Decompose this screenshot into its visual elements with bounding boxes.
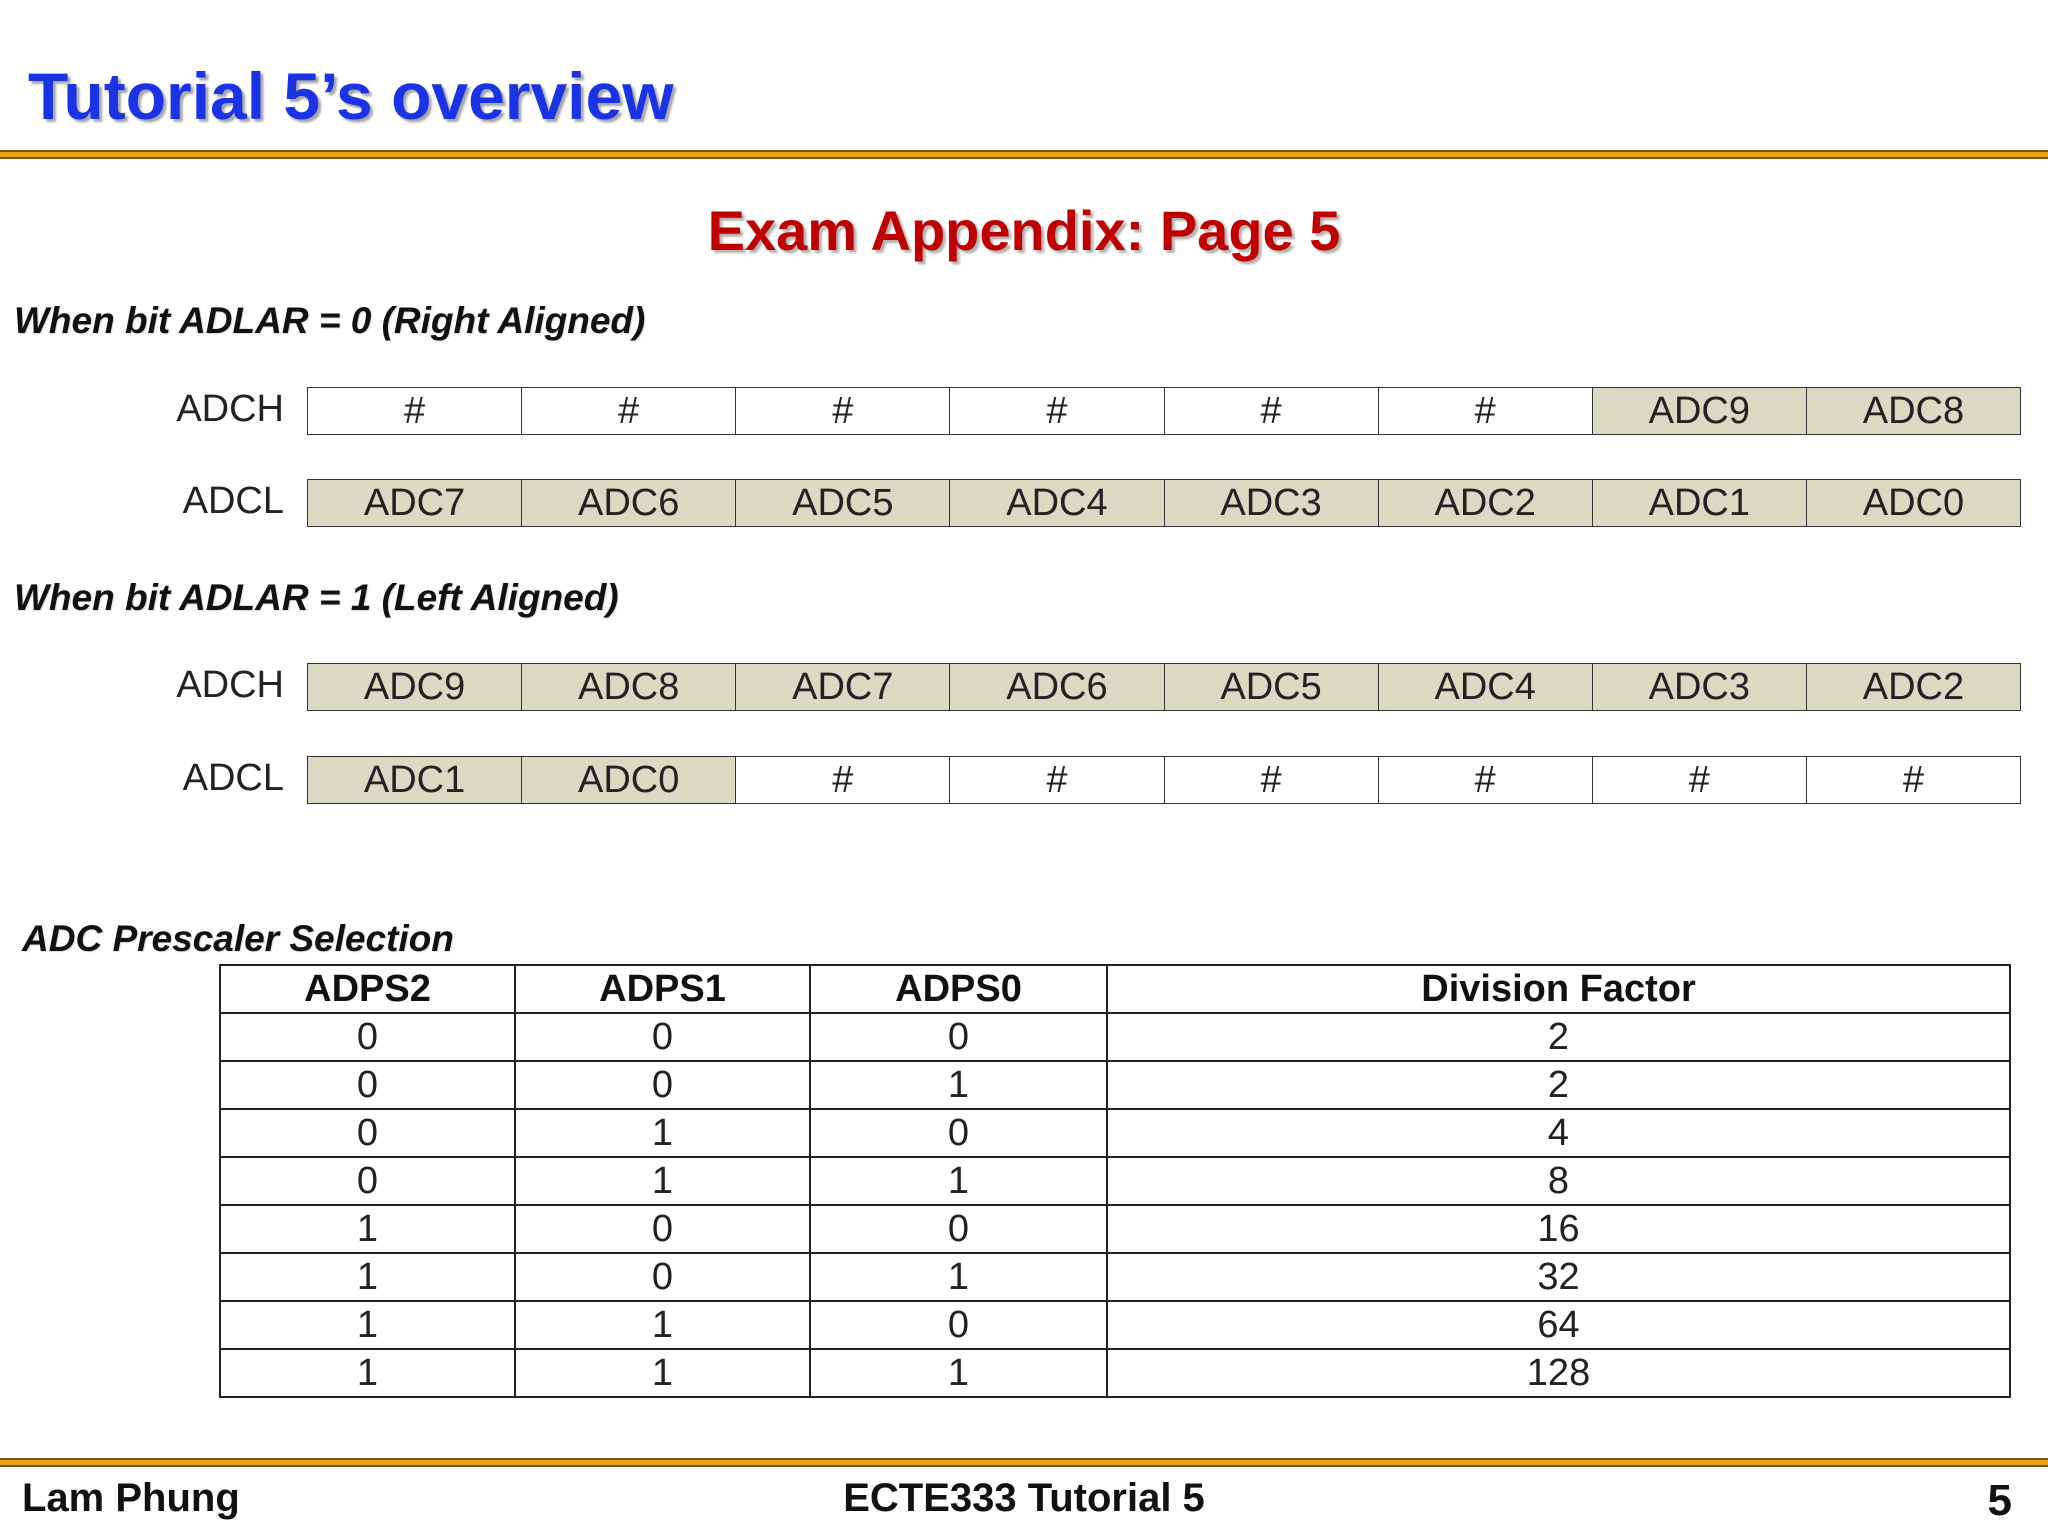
register-name: ADCL: [182, 480, 284, 522]
table-cell: 0: [220, 1061, 515, 1109]
footer-author: Lam Phung: [22, 1476, 240, 1520]
table-header-row: [220, 965, 2010, 1013]
register-bit-cell: #: [735, 388, 949, 434]
register-bit-cell: ADC8: [1806, 388, 2020, 434]
column-header: ADPS0: [810, 965, 1107, 1013]
table-row: [220, 1253, 2010, 1301]
register-bit-cell: #: [1378, 388, 1592, 434]
register-bit-cell: #: [1592, 757, 1806, 803]
table-cell: 1: [515, 1157, 810, 1205]
register-bit-cell: ADC2: [1378, 480, 1592, 526]
table-cell: 1: [220, 1253, 515, 1301]
table-cell: 1: [515, 1301, 810, 1349]
table-row: [220, 1061, 2010, 1109]
table-cell: 64: [1107, 1301, 2010, 1349]
register-bit-cell: ADC4: [949, 480, 1163, 526]
table-cell: 1: [515, 1109, 810, 1157]
table-row: [220, 1349, 2010, 1397]
register-name: ADCL: [182, 757, 284, 799]
table-cell: 8: [1107, 1157, 2010, 1205]
register-bit-cell: ADC1: [1592, 480, 1806, 526]
table-row: [220, 1205, 2010, 1253]
column-header: Division Factor: [1107, 965, 2010, 1013]
register-bit-cell: #: [1164, 757, 1378, 803]
table-cell: 2: [1107, 1013, 2010, 1061]
table-cell: 0: [515, 1061, 810, 1109]
column-header: ADPS1: [515, 965, 810, 1013]
slide-title: Tutorial 5’s overview: [28, 59, 674, 133]
register-bit-cell: #: [1806, 757, 2020, 803]
register-bit-cell: #: [521, 388, 735, 434]
register-row-adch-right: [307, 387, 2021, 435]
table-cell: 0: [810, 1109, 1107, 1157]
table-cell: 0: [220, 1109, 515, 1157]
register-bit-cell: ADC9: [1592, 388, 1806, 434]
table-cell: 0: [515, 1205, 810, 1253]
table-cell: 0: [810, 1301, 1107, 1349]
register-bit-cell: #: [735, 757, 949, 803]
left-aligned-label: When bit ADLAR = 1 (Left Aligned): [14, 577, 619, 618]
register-bit-cell: ADC3: [1164, 480, 1378, 526]
register-bit-cell: #: [1164, 388, 1378, 434]
table-cell: 1: [810, 1349, 1107, 1397]
table-cell: 1: [515, 1349, 810, 1397]
table-row: [220, 1109, 2010, 1157]
register-name: ADCH: [176, 388, 284, 430]
prescaler-caption: ADC Prescaler Selection: [22, 918, 454, 959]
table-cell: 0: [220, 1157, 515, 1205]
table-cell: 1: [220, 1301, 515, 1349]
register-row-adch-left: [307, 663, 2021, 711]
register-bit-cell: ADC6: [949, 664, 1163, 710]
register-bit-cell: ADC3: [1592, 664, 1806, 710]
register-name: ADCH: [176, 664, 284, 706]
table-cell: 0: [810, 1205, 1107, 1253]
table-row: [220, 1157, 2010, 1205]
table-cell: 1: [220, 1205, 515, 1253]
register-bit-cell: #: [1378, 757, 1592, 803]
register-bit-cell: #: [949, 757, 1163, 803]
header-divider: [0, 150, 2048, 159]
register-bit-cell: ADC7: [308, 480, 521, 526]
table-cell: 1: [810, 1061, 1107, 1109]
table-cell: 16: [1107, 1205, 2010, 1253]
appendix-title: Exam Appendix: Page 5: [707, 199, 1341, 262]
footer-course: ECTE333 Tutorial 5: [843, 1476, 1205, 1520]
table-cell: 1: [810, 1157, 1107, 1205]
table-cell: 1: [810, 1253, 1107, 1301]
register-bit-cell: ADC4: [1378, 664, 1592, 710]
register-bit-cell: ADC7: [735, 664, 949, 710]
table-cell: 0: [810, 1013, 1107, 1061]
register-bit-cell: ADC9: [308, 664, 521, 710]
register-bit-cell: #: [308, 388, 521, 434]
table-cell: 1: [220, 1349, 515, 1397]
page-number: 5: [1987, 1476, 2012, 1525]
table-cell: 32: [1107, 1253, 2010, 1301]
table-cell: 128: [1107, 1349, 2010, 1397]
prescaler-table: [219, 964, 2011, 1398]
table-cell: 0: [220, 1013, 515, 1061]
register-bit-cell: ADC0: [521, 757, 735, 803]
table-cell: 4: [1107, 1109, 2010, 1157]
register-bit-cell: ADC1: [308, 757, 521, 803]
table-row: [220, 1301, 2010, 1349]
register-row-adcl-left: [307, 756, 2021, 804]
register-bit-cell: ADC5: [1164, 664, 1378, 710]
footer-divider: [0, 1458, 2048, 1467]
register-row-adcl-right: [307, 479, 2021, 527]
register-bit-cell: ADC6: [521, 480, 735, 526]
register-bit-cell: ADC8: [521, 664, 735, 710]
table-cell: 2: [1107, 1061, 2010, 1109]
table-row: [220, 1013, 2010, 1061]
register-bit-cell: #: [949, 388, 1163, 434]
register-bit-cell: ADC2: [1806, 664, 2020, 710]
register-bit-cell: ADC5: [735, 480, 949, 526]
table-cell: 0: [515, 1253, 810, 1301]
column-header: ADPS2: [220, 965, 515, 1013]
table-cell: 0: [515, 1013, 810, 1061]
register-bit-cell: ADC0: [1806, 480, 2020, 526]
right-aligned-label: When bit ADLAR = 0 (Right Aligned): [14, 300, 646, 341]
